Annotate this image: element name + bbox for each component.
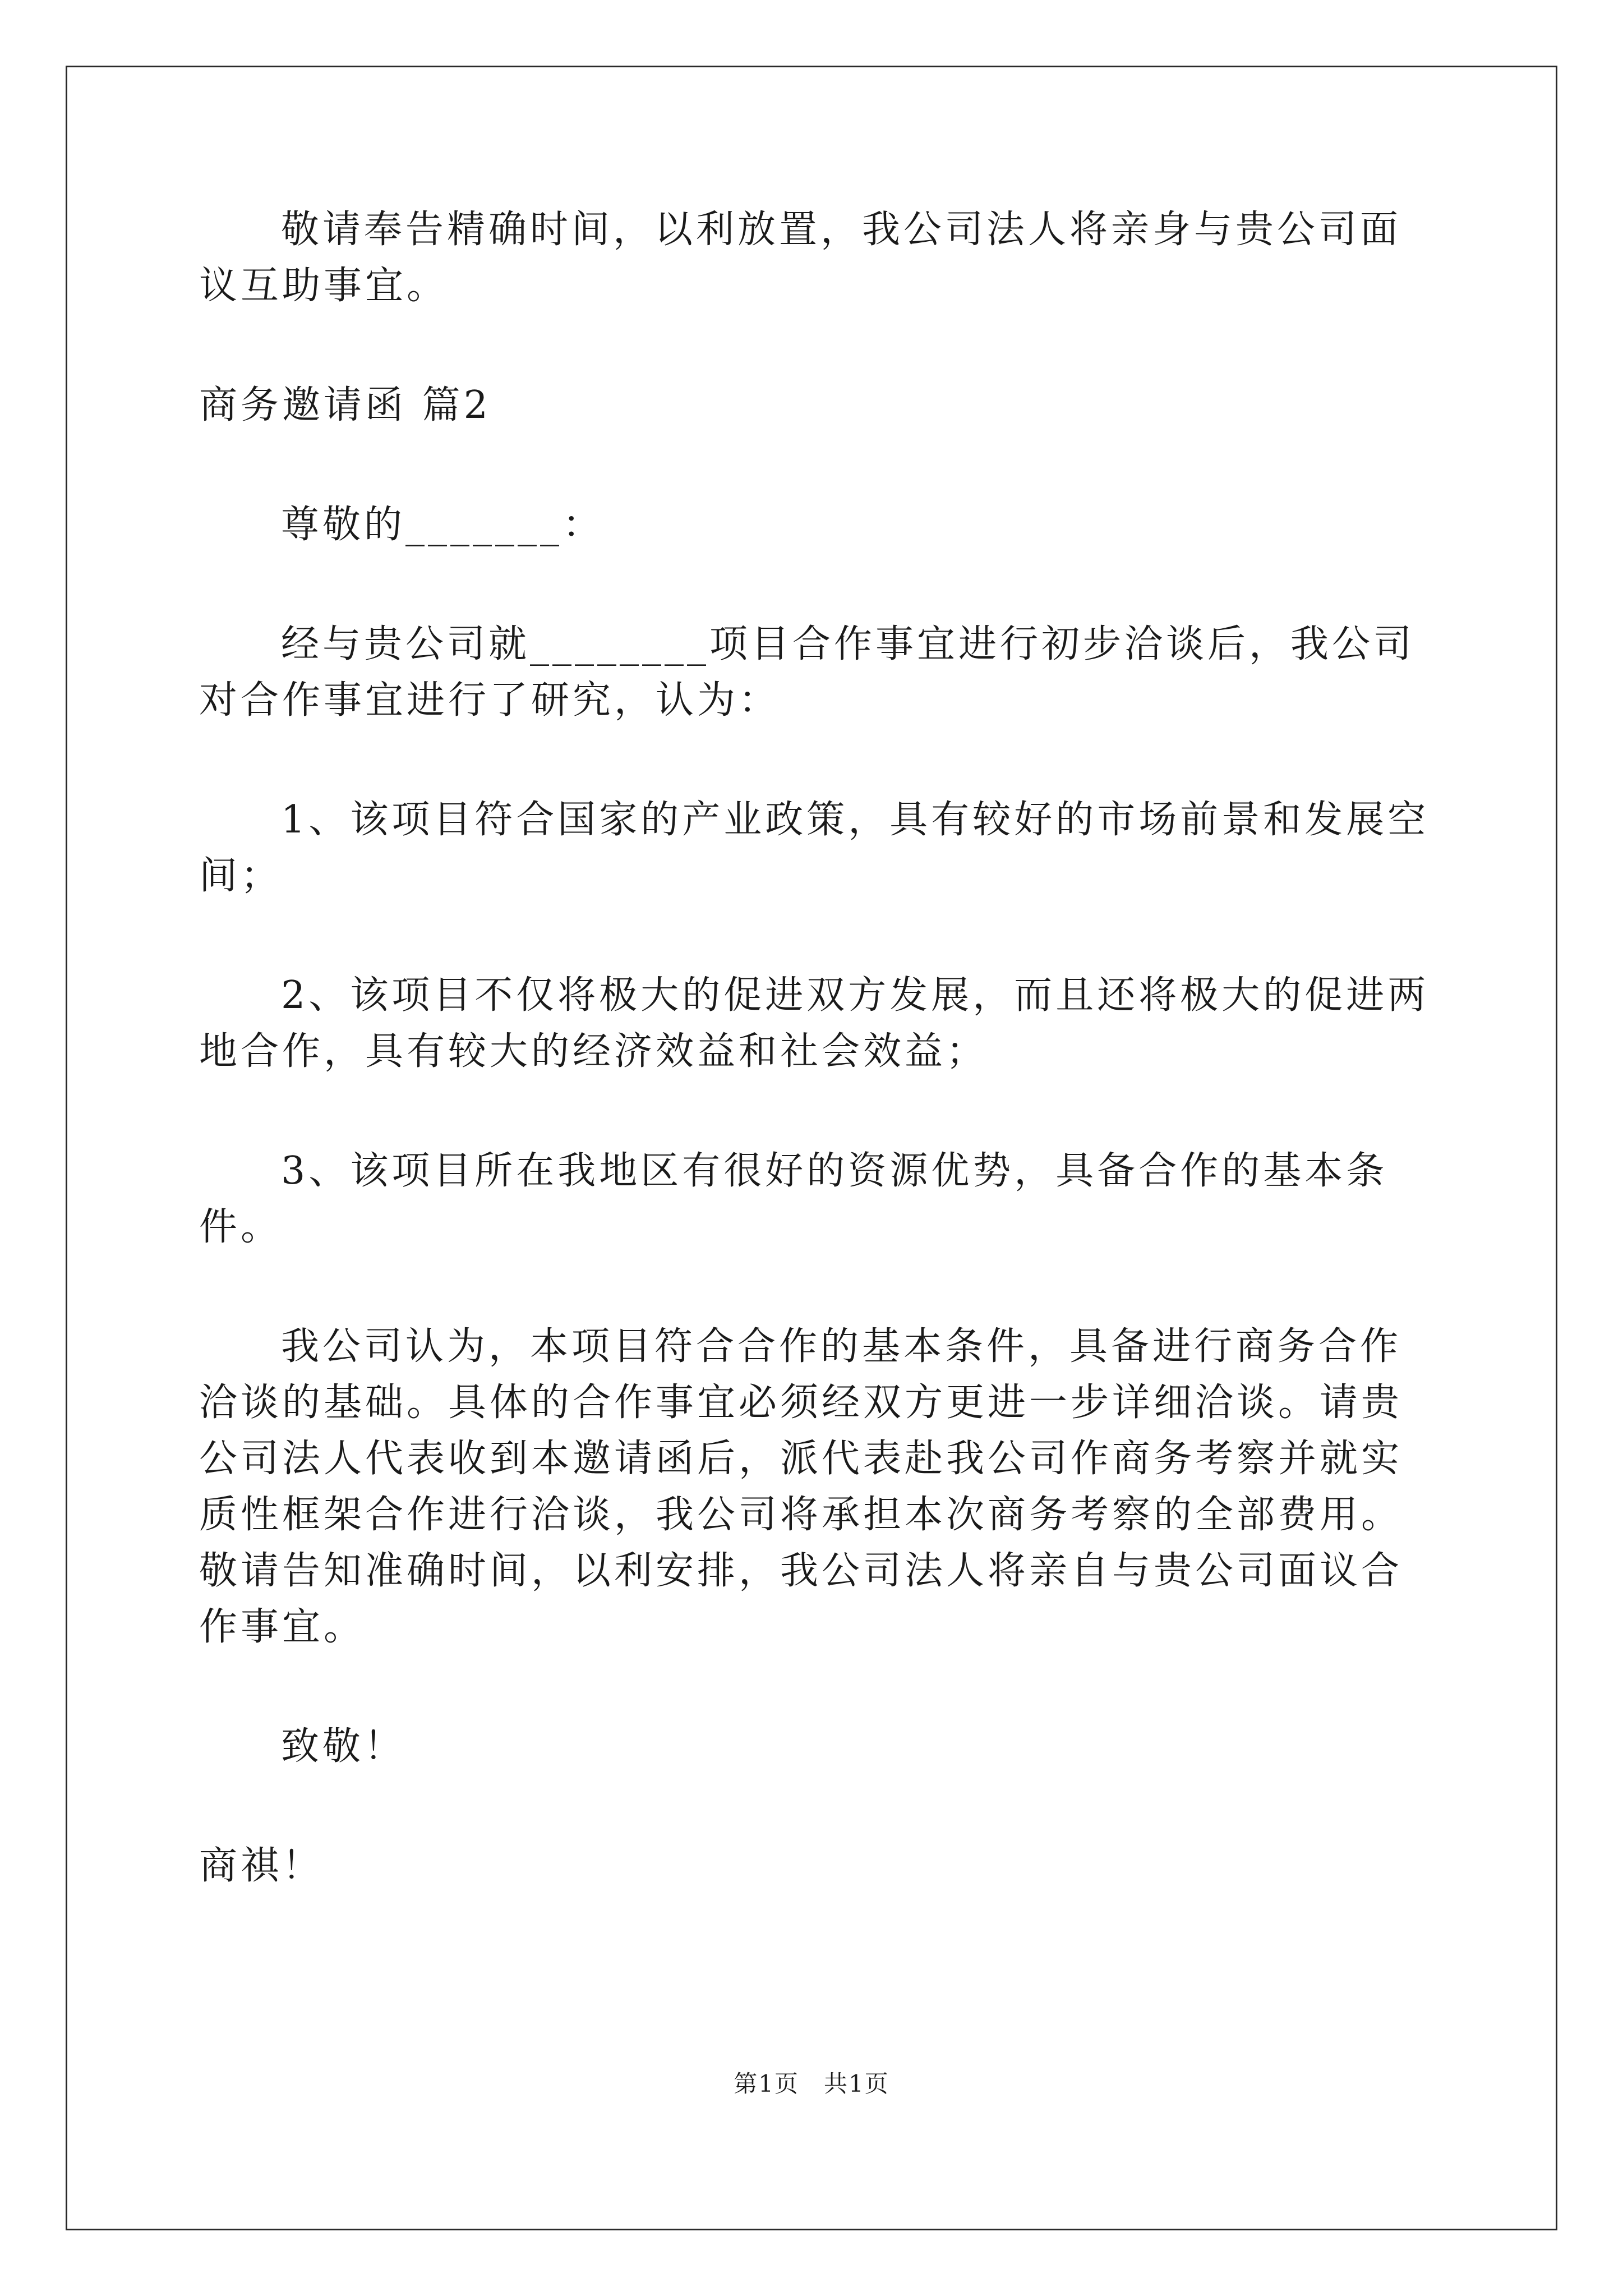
paragraph-conclusion: 我公司认为，本项目符合合作的基本条件，具备进行商务合作洽谈的基础。具体的合作事宜必须经双方更进一步详细洽谈。请贵公司法人代表收到本邀请函后，派代表赴我公司作商务考察并就实质性框架合作进行洽谈，我公司将承担本次商务考察的全部费用。敬请告知准确时间，以利安排，我公司法人将亲自与贵公司面议合作事宜。 bbox=[199, 1324, 1403, 1649]
list-item-3: 3、该项目所在我地区有很好的资源优势，具备合作的基本条件。 bbox=[199, 1149, 1388, 1249]
list-item-2: 2、该项目不仅将极大的促进双方发展，而且还将极大的促进两地合作，具有较大的经济效益和社会效益； bbox=[199, 973, 1430, 1074]
page-number: 第1页 共1页 bbox=[734, 2070, 889, 2097]
paragraph-intro: 经与贵公司就________项目合作事宜进行初步洽谈后，我公司对合作事宜进行了研究，认为： bbox=[199, 622, 1415, 723]
paragraph-closing-request: 敬请奉告精确时间，以利放置，我公司法人将亲身与贵公司面议互助事宜。 bbox=[199, 208, 1402, 308]
section-heading: 商务邀请函 篇2 bbox=[199, 383, 491, 427]
letter-body bbox=[199, 202, 1433, 1894]
closing-regards: 致敬！ bbox=[281, 1724, 406, 1769]
salutation: 尊敬的_______： bbox=[281, 503, 605, 547]
list-item-1: 1、该项目符合国家的产业政策，具有较好的市场前景和发展空间； bbox=[199, 798, 1430, 898]
closing-signoff: 商祺！ bbox=[199, 1844, 324, 1888]
